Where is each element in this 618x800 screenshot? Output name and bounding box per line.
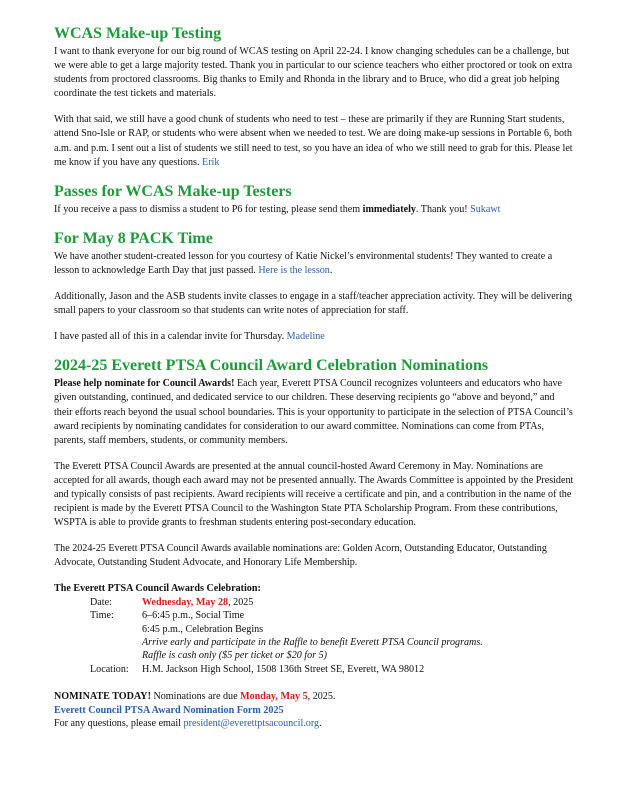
passes-emphasis: immediately (362, 203, 416, 215)
location-label: Location: (90, 663, 129, 675)
time-row (54, 609, 574, 663)
time-label: Time: (90, 610, 114, 622)
email-link[interactable]: president@everettptsacouncil.org (183, 718, 320, 730)
wcas-section (54, 24, 574, 170)
pack-paragraph-1 (54, 250, 574, 278)
date-highlight: Wednesday, May 28 (142, 596, 229, 608)
nominate-callout: NOMINATE TODAY! (54, 691, 151, 703)
due-date: Monday, May 5 (240, 691, 308, 703)
date-label: Date: (90, 596, 112, 608)
pack-paragraph-1-text: We have another student-created lesson for you courtesy of Katie Nickel’s environmental students! They wanted to create a lesson to acknowledge Earth Day that just passed. (54, 250, 553, 276)
ptsa-paragraph-3-text: The 2024-25 Everett PTSA Council Awards available nominations are: Golden Acorn, Outstanding Educator, Outstanding Advocate, Outstanding Student Advocate, and Honorary Life Membership. (54, 543, 547, 569)
celebration-details (54, 582, 574, 676)
ptsa-paragraph-1 (54, 377, 574, 447)
questions-end: . (319, 718, 322, 730)
pack-paragraph-1-end: . (329, 264, 333, 276)
ptsa-callout: Please help nominate for Council Awards! (54, 378, 235, 390)
form-link-line (54, 704, 574, 717)
ptsa-paragraph-3 (54, 542, 574, 570)
passes-paragraph (54, 203, 574, 217)
raffle-price: Raffle is cash only ($5 per ticket or $20 for 5) (142, 650, 328, 662)
location-row (54, 663, 574, 676)
pack-paragraph-2-text: Additionally, Jason and the ASB students invite classes to engage in a staff/teacher appreciation activity. They will be delivering small papers to your classroom so that students can write notes of appreciation for staff. (54, 291, 573, 317)
wcas-paragraph-1 (54, 45, 574, 101)
wcas-paragraph-1-text: I want to thank everyone for our big round of WCAS testing on April 22-24. I know changing schedules can be a challenge, but we were able to get a large majority tested. Thank you in particular to our science teachers who either proctored or took on extra students from proctored classrooms. Big thanks to Emily and Rhonda in the library and to Bruce, who did a great job helping coordinate the test tickets and materials. (54, 46, 573, 100)
celebration-heading: The Everett PTSA Council Awards Celebration: (54, 583, 261, 595)
pack-signature: Madeline (286, 331, 325, 343)
pack-paragraph-2 (54, 290, 574, 318)
lesson-link[interactable]: Here is the lesson (258, 264, 330, 276)
ptsa-paragraph-2-text: The Everett PTSA Council Awards are presented at the annual council-hosted Award Ceremony in May. Nominations are accepted for all awards, though each award may not be presented annually. The Awards Committee is appointed by the President and typically consists of past recipients. Award recipients will receive a certificate and pin, and a contribution in the name of the recipient is made by the Everett PTSA Council to the Washington State PTA Scholarship Program. From these contributions, WSPTA is able to provide grants to freshman students entering post-secondary education. (54, 460, 574, 529)
passes-text: If you receive a pass to dismiss a student to P6 for testing, please send them (54, 203, 361, 215)
wcas-paragraph-2 (54, 113, 574, 169)
passes-heading: Passes for WCAS Make-up Testers (54, 182, 292, 200)
pack-paragraph-3-text: I have pasted all of this in a calendar invite for Thursday. (54, 331, 285, 343)
ptsa-section (54, 356, 574, 730)
date-row (54, 596, 574, 609)
nominate-line (54, 690, 574, 703)
date-year: , 2025 (228, 596, 254, 608)
date-value (142, 596, 574, 609)
passes-section (54, 182, 574, 217)
nomination-form-link[interactable]: Everett Council PTSA Award Nomination Form 2025 (54, 704, 284, 716)
questions-text: For any questions, please email (54, 718, 181, 730)
wcas-paragraph-2-text: With that said, we still have a good chunk of students who need to test – these are primarily if they are Running Start students, attend Sno-Isle or RAP, or students who were absent when we needed to test. We are doing make-up sessions in Portable 6, both a.m. and p.m. I sent out a list of students we still need to test, so you have an idea of who we still need to grab for this. Please let me know if you have any questions. (54, 114, 573, 168)
wcas-heading: WCAS Make-up Testing (54, 25, 222, 42)
ptsa-paragraph-2 (54, 460, 574, 530)
ptsa-paragraph-1-text: Each year, Everett PTSA Council recognizes volunteers and educators who have given outstanding, continued, and dedicated service to our children. These deserving recipients go “above and beyond,” and their efforts reach beyond the usual school boundaries. This is your opportunity to participate in the selection of PTSA Council’s award recipients by nominating candidates for consideration to our award committee. Nominations can come from PTAs, parents, staff members, students, or community members. (54, 378, 573, 446)
ptsa-heading: 2024-25 Everett PTSA Council Award Celebration Nominations (54, 357, 489, 375)
passes-signature: Sukawt (470, 203, 501, 215)
pack-section (54, 229, 574, 344)
time-line-1: 6–6:45 p.m., Social Time (142, 610, 245, 622)
raffle-note: Arrive early and participate in the Raffle to benefit Everett PTSA Council programs. (142, 637, 483, 649)
nomination-footer (54, 690, 574, 730)
questions-line (54, 717, 574, 730)
pack-heading: For May 8 PACK Time (54, 229, 213, 247)
passes-text-end: . Thank you! (415, 203, 468, 215)
newsletter-page (54, 24, 574, 731)
nominate-text: Nominations are due (150, 691, 241, 703)
wcas-signature: Erik (202, 156, 220, 168)
due-year: , 2025. (307, 691, 336, 703)
time-line-2: 6:45 p.m., Celebration Begins (142, 623, 264, 635)
location-value: H.M. Jackson High School, 1508 136th Street SE, Everett, WA 98012 (142, 663, 425, 675)
time-values (142, 609, 574, 663)
pack-paragraph-3 (54, 330, 574, 344)
